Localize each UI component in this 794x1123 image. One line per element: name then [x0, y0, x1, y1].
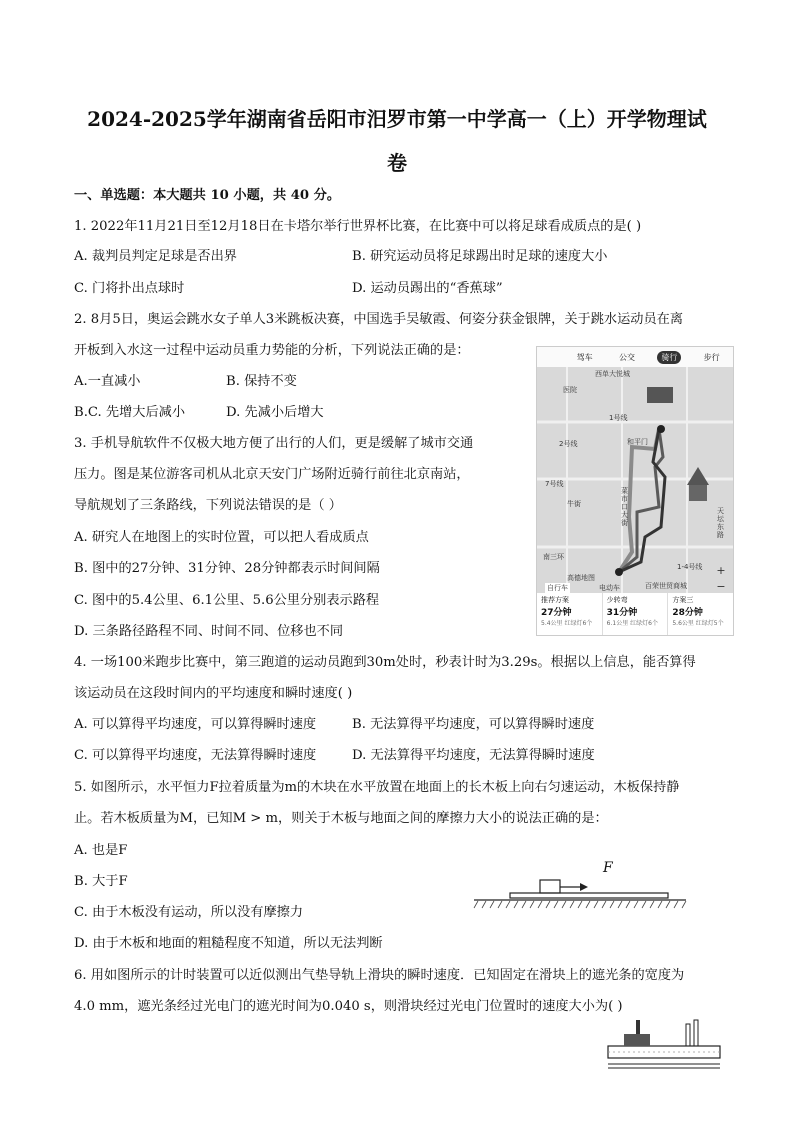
force-label: F [603, 860, 613, 876]
map-label-line1: 1号线 [609, 414, 628, 422]
route-option [668, 593, 733, 635]
q3-stem-line2: 压力。图是某位游客司机从北京天安门广场附近骑行前往北京南站， [74, 467, 470, 482]
exam-title-line1: 2024-2025学年湖南省岳阳市汨罗市第一中学高一（上）开学物理试 [87, 107, 707, 131]
map-tab-drive: 驾车 [576, 352, 593, 362]
block-board-figure [472, 860, 688, 910]
map-label-caishikou: 菜市口大街 [621, 487, 628, 527]
map-label-line2: 2号线 [559, 440, 578, 448]
map-label-tiantan: 天坛东路 [717, 507, 724, 539]
q3-option-c: C. 图中的5.4公里、6.1公里、5.6公里分别表示路程 [74, 593, 380, 608]
zoom-out-icon: − [716, 580, 726, 593]
q6-stem-line2: 4.0 mm，遮光条经过光电门的遮光时间为0.040 s，则滑块经过光电门位置时的速度大小为( ) [74, 999, 623, 1014]
q2-option-c: B.C. 先增大后减小 [74, 405, 186, 420]
air-track-diagram [606, 1016, 722, 1072]
map-label-gaode: 高德地图 [567, 574, 595, 582]
map-label-line7: 7号线 [545, 480, 564, 488]
q4-option-a: A. 可以算得平均速度，可以算得瞬时速度 [74, 717, 317, 732]
exam-title-line2: 卷 [387, 151, 407, 175]
q5-option-b: B. 大于F [74, 874, 128, 889]
zoom-in-icon: + [716, 564, 726, 577]
map-label-ebike: 电动车 [599, 584, 620, 592]
q3-option-b: B. 图中的27分钟、31分钟、28分钟都表示时间间隔 [74, 561, 380, 576]
q1-stem: 1. 2022年11月21日至12月18日在卡塔尔举行世界杯比赛，在比赛中可以将足球看成质点的是( ) [74, 219, 642, 234]
q6-stem-line1: 6. 用如图所示的计时装置可以近似测出气垫导轨上滑块的瞬时速度．已知固定在滑块上的遮光条的宽度为 [74, 968, 685, 983]
route-option [537, 593, 603, 635]
q5-option-a: A. 也是F [74, 843, 128, 858]
q4-stem-line2: 该运动员在这段时间内的平均速度和瞬时速度( ) [74, 686, 353, 701]
map-tab-bike: 骑行 [657, 351, 681, 364]
route-time: 28分钟 [672, 608, 703, 618]
q3-option-a: A. 研究人在地图上的实时位置，可以把人看成质点 [74, 530, 369, 545]
map-label-bike: 自行车 [547, 584, 568, 592]
route-time: 27分钟 [541, 608, 572, 618]
route-info: 5.6公里 红绿灯5个 [672, 620, 724, 627]
q5-stem-line1: 5. 如图所示，水平恒力F拉着质量为m的木块在水平放置在地面上的长木板上向右匀速运动，木板保持静 [74, 780, 680, 795]
q3-stem-line3: 导航规划了三条路线，下列说法错误的是（ ） [74, 498, 342, 513]
q1-option-b: B. 研究运动员将足球踢出时足球的速度大小 [352, 249, 608, 264]
q4-option-d: D. 无法算得平均速度，无法算得瞬时速度 [352, 748, 595, 763]
navigation-map-figure [536, 346, 734, 636]
q4-option-c: C. 可以算得平均速度，无法算得瞬时速度 [74, 748, 317, 763]
map-label-hospital: 医院 [563, 386, 577, 394]
route-options [537, 593, 733, 635]
q5-option-c: C. 由于木板没有运动，所以没有摩擦力 [74, 905, 304, 920]
section-header: 一、单选题：本大题共 10 小题，共 40 分。 [74, 188, 341, 203]
map-area [537, 367, 733, 593]
q1-option-a: A. 裁判员判定足球是否出界 [74, 249, 237, 264]
q2-stem-line2: 开板到入水这一过程中运动员重力势能的分析，下列说法正确的是： [74, 343, 470, 358]
q4-option-b: B. 无法算得平均速度，可以算得瞬时速度 [352, 717, 595, 732]
q3-option-d: D. 三条路径路程不同、时间不同、位移也不同 [74, 624, 344, 639]
map-label-mall: 百荣世贸商城 [645, 582, 687, 590]
q3-stem-line1: 3. 手机导航软件不仅极大地方便了出行的人们，更是缓解了城市交通 [74, 436, 474, 451]
map-label-xidan: 西单大悦城 [595, 370, 630, 378]
route-info: 5.4公里 红绿灯6个 [541, 620, 593, 627]
route-option [603, 593, 669, 635]
q2-stem-line1: 2. 8月5日，奥运会跳水女子单人3米跳板决赛，中国选手吴敏霞、何姿分获金银牌，关于跳水运动员在离 [74, 312, 684, 327]
map-tab-bus: 公交 [618, 352, 635, 362]
route-name: 方案三 [672, 596, 694, 604]
q2-option-d: D. 先减小后增大 [226, 405, 324, 420]
map-label-niujie: 牛街 [567, 500, 581, 508]
route-time: 31分钟 [606, 608, 638, 618]
q4-stem-line1: 4. 一场100米跑步比赛中，第三跑道的运动员跑到30m处时，秒表计时为3.29s。根据以上信息，能否算得 [74, 655, 696, 670]
map-label-heping: 和平门 [627, 438, 648, 446]
map-label-nansanhuan: 南三环 [543, 553, 564, 561]
route-name: 推荐方案 [541, 596, 569, 604]
route-info: 6.1公里 红绿灯6个 [606, 620, 658, 627]
map-tab-taxi [546, 356, 554, 358]
map-mode-tabs [537, 347, 733, 367]
route-name: 少转弯 [606, 596, 628, 604]
map-tab-walk: 步行 [703, 352, 720, 362]
q2-option-a: A.一直减小 [74, 374, 141, 389]
q1-option-d: D. 运动员踢出的“香蕉球” [352, 281, 503, 296]
q5-stem-line2: 止。若木板质量为M，已知M > m，则关于木板与地面之间的摩擦力大小的说法正确的是： [74, 811, 608, 826]
map-roads [537, 367, 733, 593]
air-track-figure [606, 1016, 722, 1072]
block-board-diagram [472, 860, 688, 910]
q2-option-b: B. 保持不变 [226, 374, 297, 389]
q1-option-c: C. 门将扑出点球时 [74, 281, 185, 296]
map-label-line14: 1-4号线 [677, 563, 703, 571]
q5-option-d: D. 由于木板和地面的粗糙程度不知道，所以无法判断 [74, 936, 383, 951]
